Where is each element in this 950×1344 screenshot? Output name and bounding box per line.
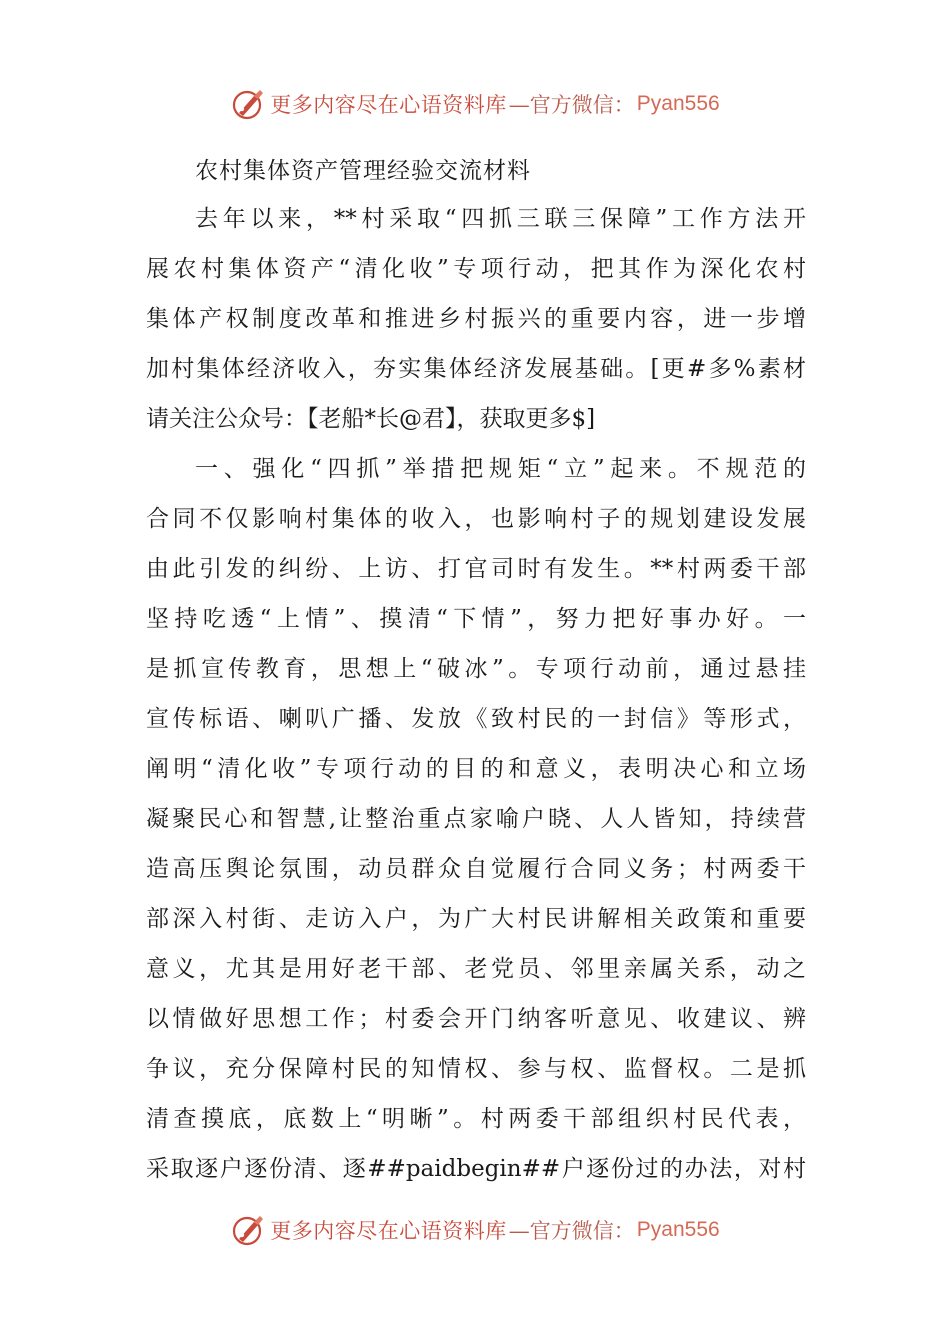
- banner-wechat-id: Pyan556: [636, 1218, 720, 1241]
- text-line: 去年以来，**村采取“四抓三联三保障”工作方法开: [195, 206, 806, 232]
- text-line: 意义，尤其是用好老干部、老党员、邻里亲属关系，动之: [146, 956, 806, 982]
- text-line: 由此引发的纠纷、上访、打官司时有发生。**村两委干部: [146, 556, 806, 582]
- text-line: 以情做好思想工作；村委会开门纳客听意见、收建议、辨: [146, 1006, 806, 1032]
- footer-banner: [0, 1210, 950, 1250]
- header-banner: [0, 84, 950, 124]
- banner-text: 更多内容尽在心语资料库: [270, 1219, 507, 1243]
- pen-logo-icon: [230, 86, 266, 122]
- text-line: 造高压舆论氛围，动员群众自觉履行合同义务；村两委干: [146, 856, 806, 882]
- text-line: 部深入村街、走访入户，为广大村民讲解相关政策和重要: [146, 906, 806, 932]
- text-line: 阐明“清化收”专项行动的目的和意义，表明决心和立场: [146, 756, 806, 782]
- document-body: [146, 148, 806, 1194]
- text-line: 合同不仅影响村集体的收入，也影响村子的规划建设发展: [146, 506, 806, 532]
- text-line: 争议，充分保障村民的知情权、参与权、监督权。二是抓: [146, 1056, 806, 1082]
- text-line: 请关注公众号：【老船*长@君】，获取更多$]: [146, 406, 596, 432]
- text-line: 一、强化“四抓”举措把规矩“立”起来。不规范的: [195, 456, 806, 482]
- document-title: 农村集体资产管理经验交流材料: [195, 158, 531, 184]
- text-line: 采取逐户逐份清、逐##paidbegin##户逐份过的办法，对村: [146, 1156, 806, 1182]
- text-line: 宣传标语、喇叭广播、发放《致村民的一封信》等形式，: [146, 706, 806, 732]
- banner-dash-text: —官方微信：: [508, 1219, 635, 1243]
- text-line: 展农村集体资产“清化收”专项行动，把其作为深化农村: [146, 256, 806, 282]
- banner-wechat-id: Pyan556: [636, 92, 720, 115]
- text-line: 是抓宣传教育，思想上“破冰”。专项行动前，通过悬挂: [146, 656, 806, 682]
- banner-dash-text: —官方微信：: [508, 93, 635, 117]
- banner-text: 更多内容尽在心语资料库: [270, 93, 507, 117]
- text-line: 凝聚民心和智慧,让整治重点家喻户晓、人人皆知，持续营: [146, 806, 806, 832]
- text-line: 坚持吃透“上情”、摸清“下情”，努力把好事办好。一: [146, 606, 806, 632]
- text-line: 加村集体经济收入，夯实集体经济发展基础。[更#多%素材: [146, 356, 806, 382]
- text-line: 集体产权制度改革和推进乡村振兴的重要内容，进一步增: [146, 306, 806, 332]
- pen-logo-icon: [230, 1212, 266, 1248]
- text-line: 清查摸底，底数上“明晰”。村两委干部组织村民代表，: [146, 1106, 806, 1132]
